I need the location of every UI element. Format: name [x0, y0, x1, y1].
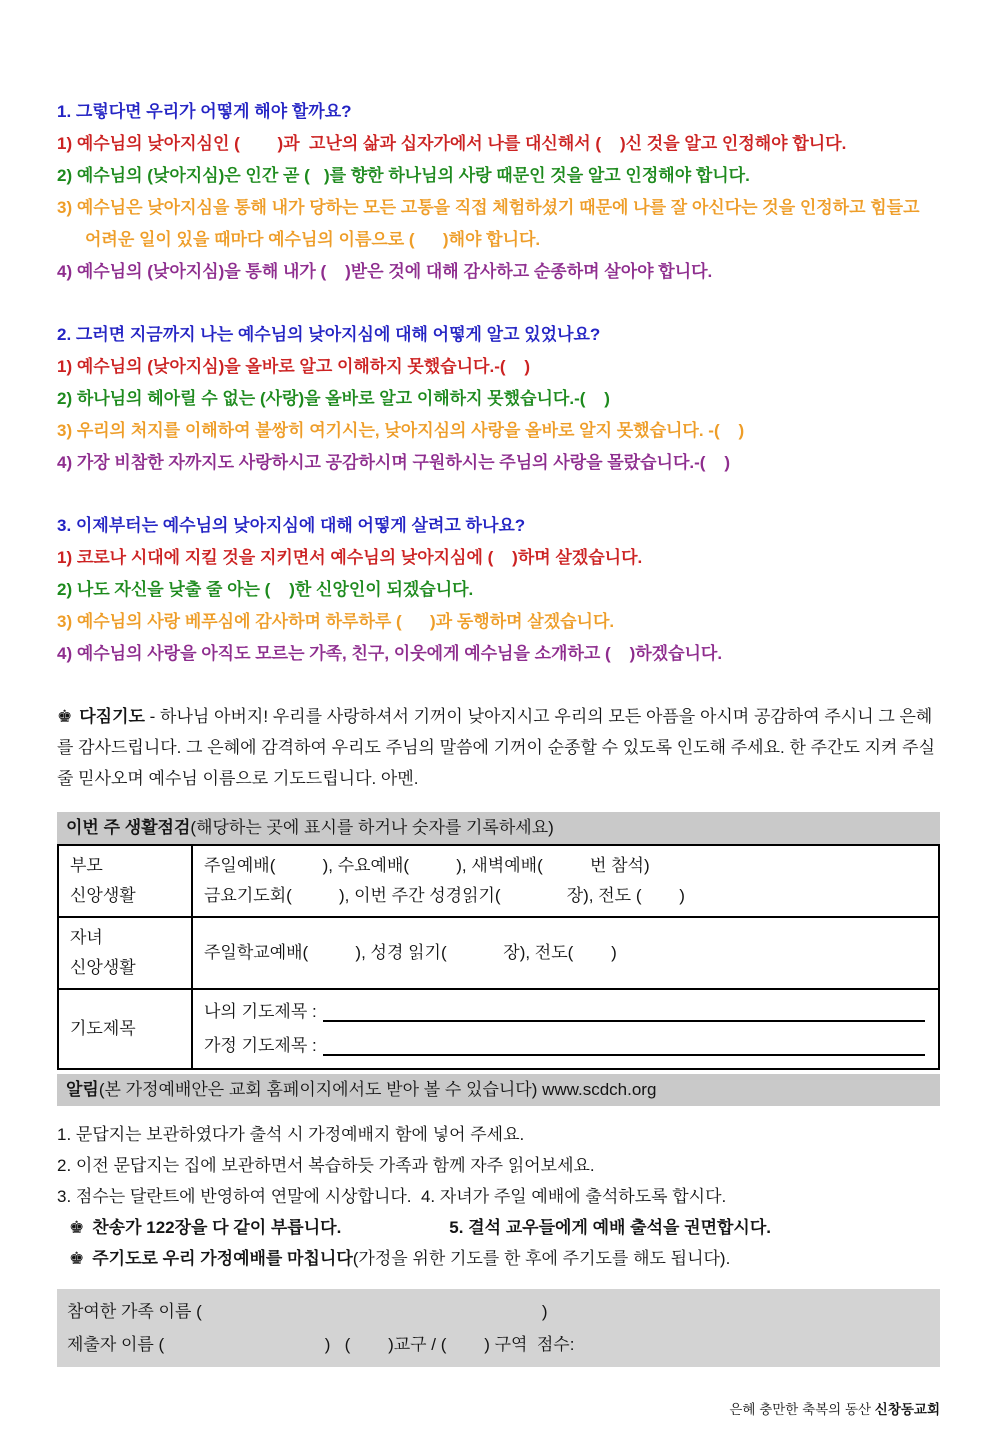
question-item: 1) 코로나 시대에 지킬 것을 지키면서 예수님의 낮아지심에 ( )하며 살겠습니다. [57, 548, 643, 567]
notice-bar [57, 1074, 940, 1106]
prayer-title: 다짐기도 [79, 707, 145, 726]
church-website-url: www.scdch.org [542, 1080, 657, 1099]
table-row-prayer-topics [58, 989, 939, 1069]
fill-in-line: 주일학교예배( ), 성경 읽기( 장), 전도( ) [204, 943, 617, 962]
note-item: 1. 문답지는 보관하였다가 출석 시 가정예배지 함에 넣어 주세요. [57, 1125, 525, 1144]
blank-underline [323, 1019, 925, 1022]
question-item: 4) 예수님의 사랑을 아직도 모르는 가족, 친구, 이웃에게 예수님을 소개하고 ( )하겠습니다. [57, 644, 723, 663]
table-row-parents [58, 845, 939, 917]
page-footer [57, 1401, 940, 1419]
question-item: 4) 예수님의 (낮아지심)을 통해 내가 ( )받은 것에 대해 감사하고 순종하며 살아야 합니다. [57, 262, 713, 281]
question-item: 3) 예수님은 낮아지심을 통해 내가 당하는 모든 고통을 직접 체험하셨기 때문에 나를 잘 아신다는 것을 인정하고 힘들고 어려운 일이 있을 때마다 예수님의 이름으로 ( )해야 합니다. [57, 198, 925, 249]
table-row-children [58, 917, 939, 989]
participating-family-names-line: 참여한 가족 이름 ( ) [67, 1302, 548, 1321]
section-heading: 1. 그렇다면 우리가 어떻게 해야 할까요? [57, 102, 352, 121]
note-item: 2. 이전 문답지는 집에 보관하면서 복습하듯 가족과 함께 자주 읽어보세요. [57, 1156, 595, 1175]
section-question-1 [57, 96, 940, 288]
section-heading: 3. 이제부터는 예수님의 낮아지심에 대해 어떻게 살려고 하나요? [57, 516, 526, 535]
submitter-name-line: 제출자 이름 ( ) ( )교구 / ( ) 구역 점수: [67, 1335, 575, 1354]
prayer-body: - 하나님 아버지! 우리를 사랑하셔서 기꺼이 낮아지시고 우리의 모든 아픔을 아시며 공감하여 주시니 그 은혜를 감사드립니다. 그 은혜에 감격하여 우리도 주님의 말씀에 기꺼이 순종할 수 있도록 인도해 주세요. 한 주간도 지켜 주실 줄 믿사오며 예수님 이름으로 기도드립니다. 아멘. [57, 707, 940, 788]
note-item: 3. 점수는 달란트에 반영하여 연말에 시상합니다. 4. 자녀가 주일 예배에 출석하도록 합시다. [57, 1187, 727, 1206]
crown-bullet-icon: ♚ [69, 1249, 85, 1268]
hymn-note [57, 1212, 940, 1243]
question-item: 2) 하나님의 헤아릴 수 없는 (사랑)을 올바로 알고 이해하지 못했습니다.-( ) [57, 389, 610, 408]
my-prayer-topic-row [204, 995, 927, 1029]
crown-bullet-icon: ♚ [57, 707, 73, 726]
blank-underline [323, 1053, 925, 1056]
note-item-5: 5. 결석 교우들에게 예배 출석을 권면합시다. [449, 1218, 771, 1237]
row-label-prayer-topics: 기도제목 [58, 989, 192, 1069]
hymn-text: 찬송가 122장을 다 같이 부릅니다. [92, 1218, 342, 1237]
my-prayer-topic-label: 나의 기도제목 : [204, 1002, 317, 1021]
row-value-prayer-topics [192, 989, 939, 1069]
family-prayer-topic-row [204, 1029, 927, 1063]
weekly-check-title: 이번 주 생활점검 [66, 818, 191, 837]
row-value-children [192, 917, 939, 989]
section-heading: 2. 그러면 지금까지 나는 예수님의 낮아지심에 대해 어떻게 알고 있었나요? [57, 325, 601, 344]
family-prayer-topic-label: 가정 기도제목 : [204, 1036, 317, 1055]
question-item: 4) 가장 비참한 자까지도 사랑하시고 공감하시며 구원하시는 주님의 사랑을 몰랐습니다.-( ) [57, 453, 730, 472]
question-item: 1) 예수님의 낮아지심인 ( )과 고난의 삶과 십자가에서 나를 대신해서 ( )신 것을 알고 인정해야 합니다. [57, 134, 847, 153]
notice-title: 알림 [66, 1080, 99, 1099]
instruction-notes [57, 1119, 940, 1274]
weekly-check-header-bar [57, 812, 940, 844]
question-item: 2) 예수님의 (낮아지심)은 인간 곧 ( )를 향한 하나님의 사랑 때문인 것을 알고 인정해야 합니다. [57, 166, 750, 185]
submission-box [57, 1289, 940, 1367]
fill-in-line: 금요기도회( ), 이번 주간 성경읽기( 장), 전도 ( ) [204, 886, 685, 905]
crown-bullet-icon: ♚ [69, 1218, 85, 1237]
question-item: 3) 예수님의 사랑 베푸심에 감사하며 하루하루 ( )과 동행하며 살겠습니다. [57, 612, 615, 631]
section-question-2 [57, 319, 940, 479]
question-item: 2) 나도 자신을 낮출 줄 아는 ( )한 신앙인이 되겠습니다. [57, 580, 474, 599]
row-label-parents: 부모 신앙생활 [58, 845, 192, 917]
question-item: 1) 예수님의 (낮아지심)을 올바로 알고 이해하지 못했습니다.-( ) [57, 357, 531, 376]
lords-prayer-rest: (가정을 위한 기도를 한 후에 주기도를 해도 됩니다). [352, 1249, 731, 1268]
weekly-check-title-note: (해당하는 곳에 표시를 하거나 숫자를 기록하세요) [190, 818, 554, 837]
lords-prayer-bold: 주기도로 우리 가정예배를 마칩니다 [92, 1249, 353, 1268]
section-question-3 [57, 510, 940, 670]
commitment-prayer [57, 701, 940, 794]
question-item: 3) 우리의 처지를 이해하여 불쌍히 여기시는, 낮아지심의 사랑을 올바로 알지 못했습니다. -( ) [57, 421, 745, 440]
church-slogan: 은혜 충만한 축복의 동산 [729, 1402, 875, 1417]
notice-body: (본 가정예배안은 교회 홈페이지에서도 받아 볼 수 있습니다) [98, 1080, 543, 1099]
weekly-check-table [57, 844, 940, 1070]
fill-in-line: 주일예배( ), 수요예배( ), 새벽예배( 번 참석) [204, 856, 650, 875]
lords-prayer-note [57, 1243, 940, 1274]
church-name: 신창동교회 [874, 1402, 940, 1417]
row-label-children: 자녀 신앙생활 [58, 917, 192, 989]
row-value-parents [192, 845, 939, 917]
